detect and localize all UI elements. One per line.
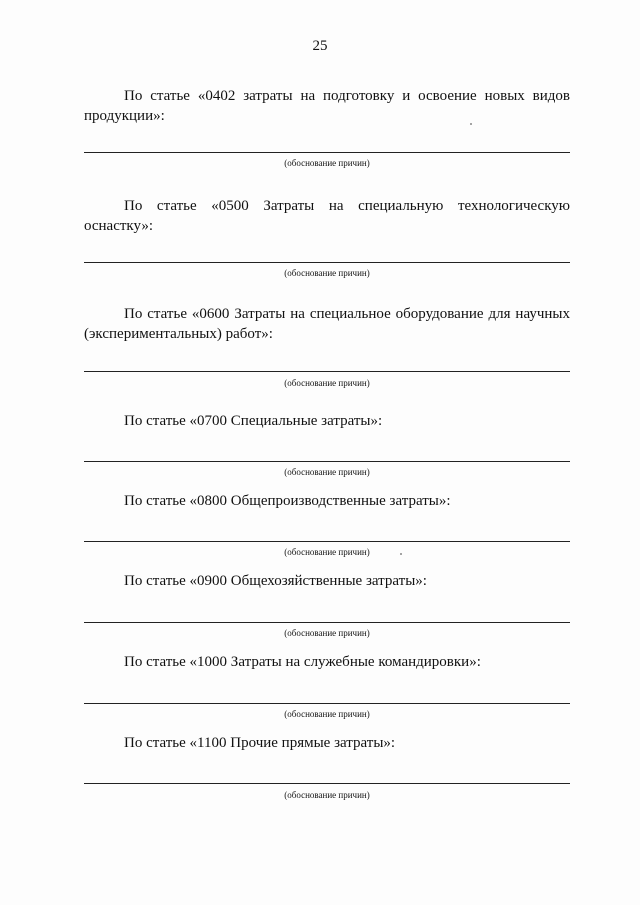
section-0800-label: По статье «0800 Общепроизводственные затраты»:	[124, 493, 451, 509]
section-0402-answer-line[interactable]	[84, 152, 570, 153]
section-1000-text	[84, 652, 570, 672]
section-0700-text	[84, 411, 570, 431]
section-1000-label: По статье «1000 Затраты на служебные командировки»:	[124, 654, 481, 670]
section-0600-text	[84, 304, 570, 344]
section-0402-label: По статье «0402 затраты на подготовку и освоение новых видов продукции»:	[84, 88, 570, 124]
section-1100-text	[84, 733, 570, 753]
section-1000-caption: (обоснование причин)	[284, 709, 370, 719]
section-0500-text	[84, 196, 570, 236]
section-0500-answer-line[interactable]	[84, 262, 570, 263]
section-0800-answer-line[interactable]	[84, 541, 570, 542]
section-1100-answer-line[interactable]	[84, 783, 570, 784]
section-0900-label: По статье «0900 Общехозяйственные затраты»:	[124, 573, 427, 589]
section-0900-caption: (обоснование причин)	[284, 628, 370, 638]
section-0600-caption: (обоснование причин)	[284, 378, 370, 388]
section-0800-caption: (обоснование причин)	[284, 547, 370, 557]
section-1100-label: По статье «1100 Прочие прямые затраты»:	[124, 735, 396, 751]
section-1000-answer-line[interactable]	[84, 703, 570, 704]
section-0900-text	[84, 571, 570, 591]
section-0900-answer-line[interactable]	[84, 622, 570, 623]
section-0500-label: По статье «0500 Затраты на специальную технологическую оснастку»:	[84, 198, 570, 234]
scan-speck	[470, 123, 472, 125]
section-0600-answer-line[interactable]	[84, 371, 570, 372]
section-0402-caption: (обоснование причин)	[284, 158, 370, 168]
section-1100-caption: (обоснование причин)	[284, 790, 370, 800]
section-0402-text	[84, 86, 570, 126]
section-0600-label: По статье «0600 Затраты на специальное оборудование для научных (экспериментальных) работ»:	[84, 306, 570, 342]
section-0700-caption: (обоснование причин)	[284, 467, 370, 477]
page-number: 25	[312, 38, 328, 54]
section-0800-text	[84, 491, 570, 511]
scan-speck	[400, 553, 402, 555]
section-0700-answer-line[interactable]	[84, 461, 570, 462]
section-0700-label: По статье «0700 Специальные затраты»:	[124, 413, 383, 429]
section-0500-caption: (обоснование причин)	[284, 268, 370, 278]
